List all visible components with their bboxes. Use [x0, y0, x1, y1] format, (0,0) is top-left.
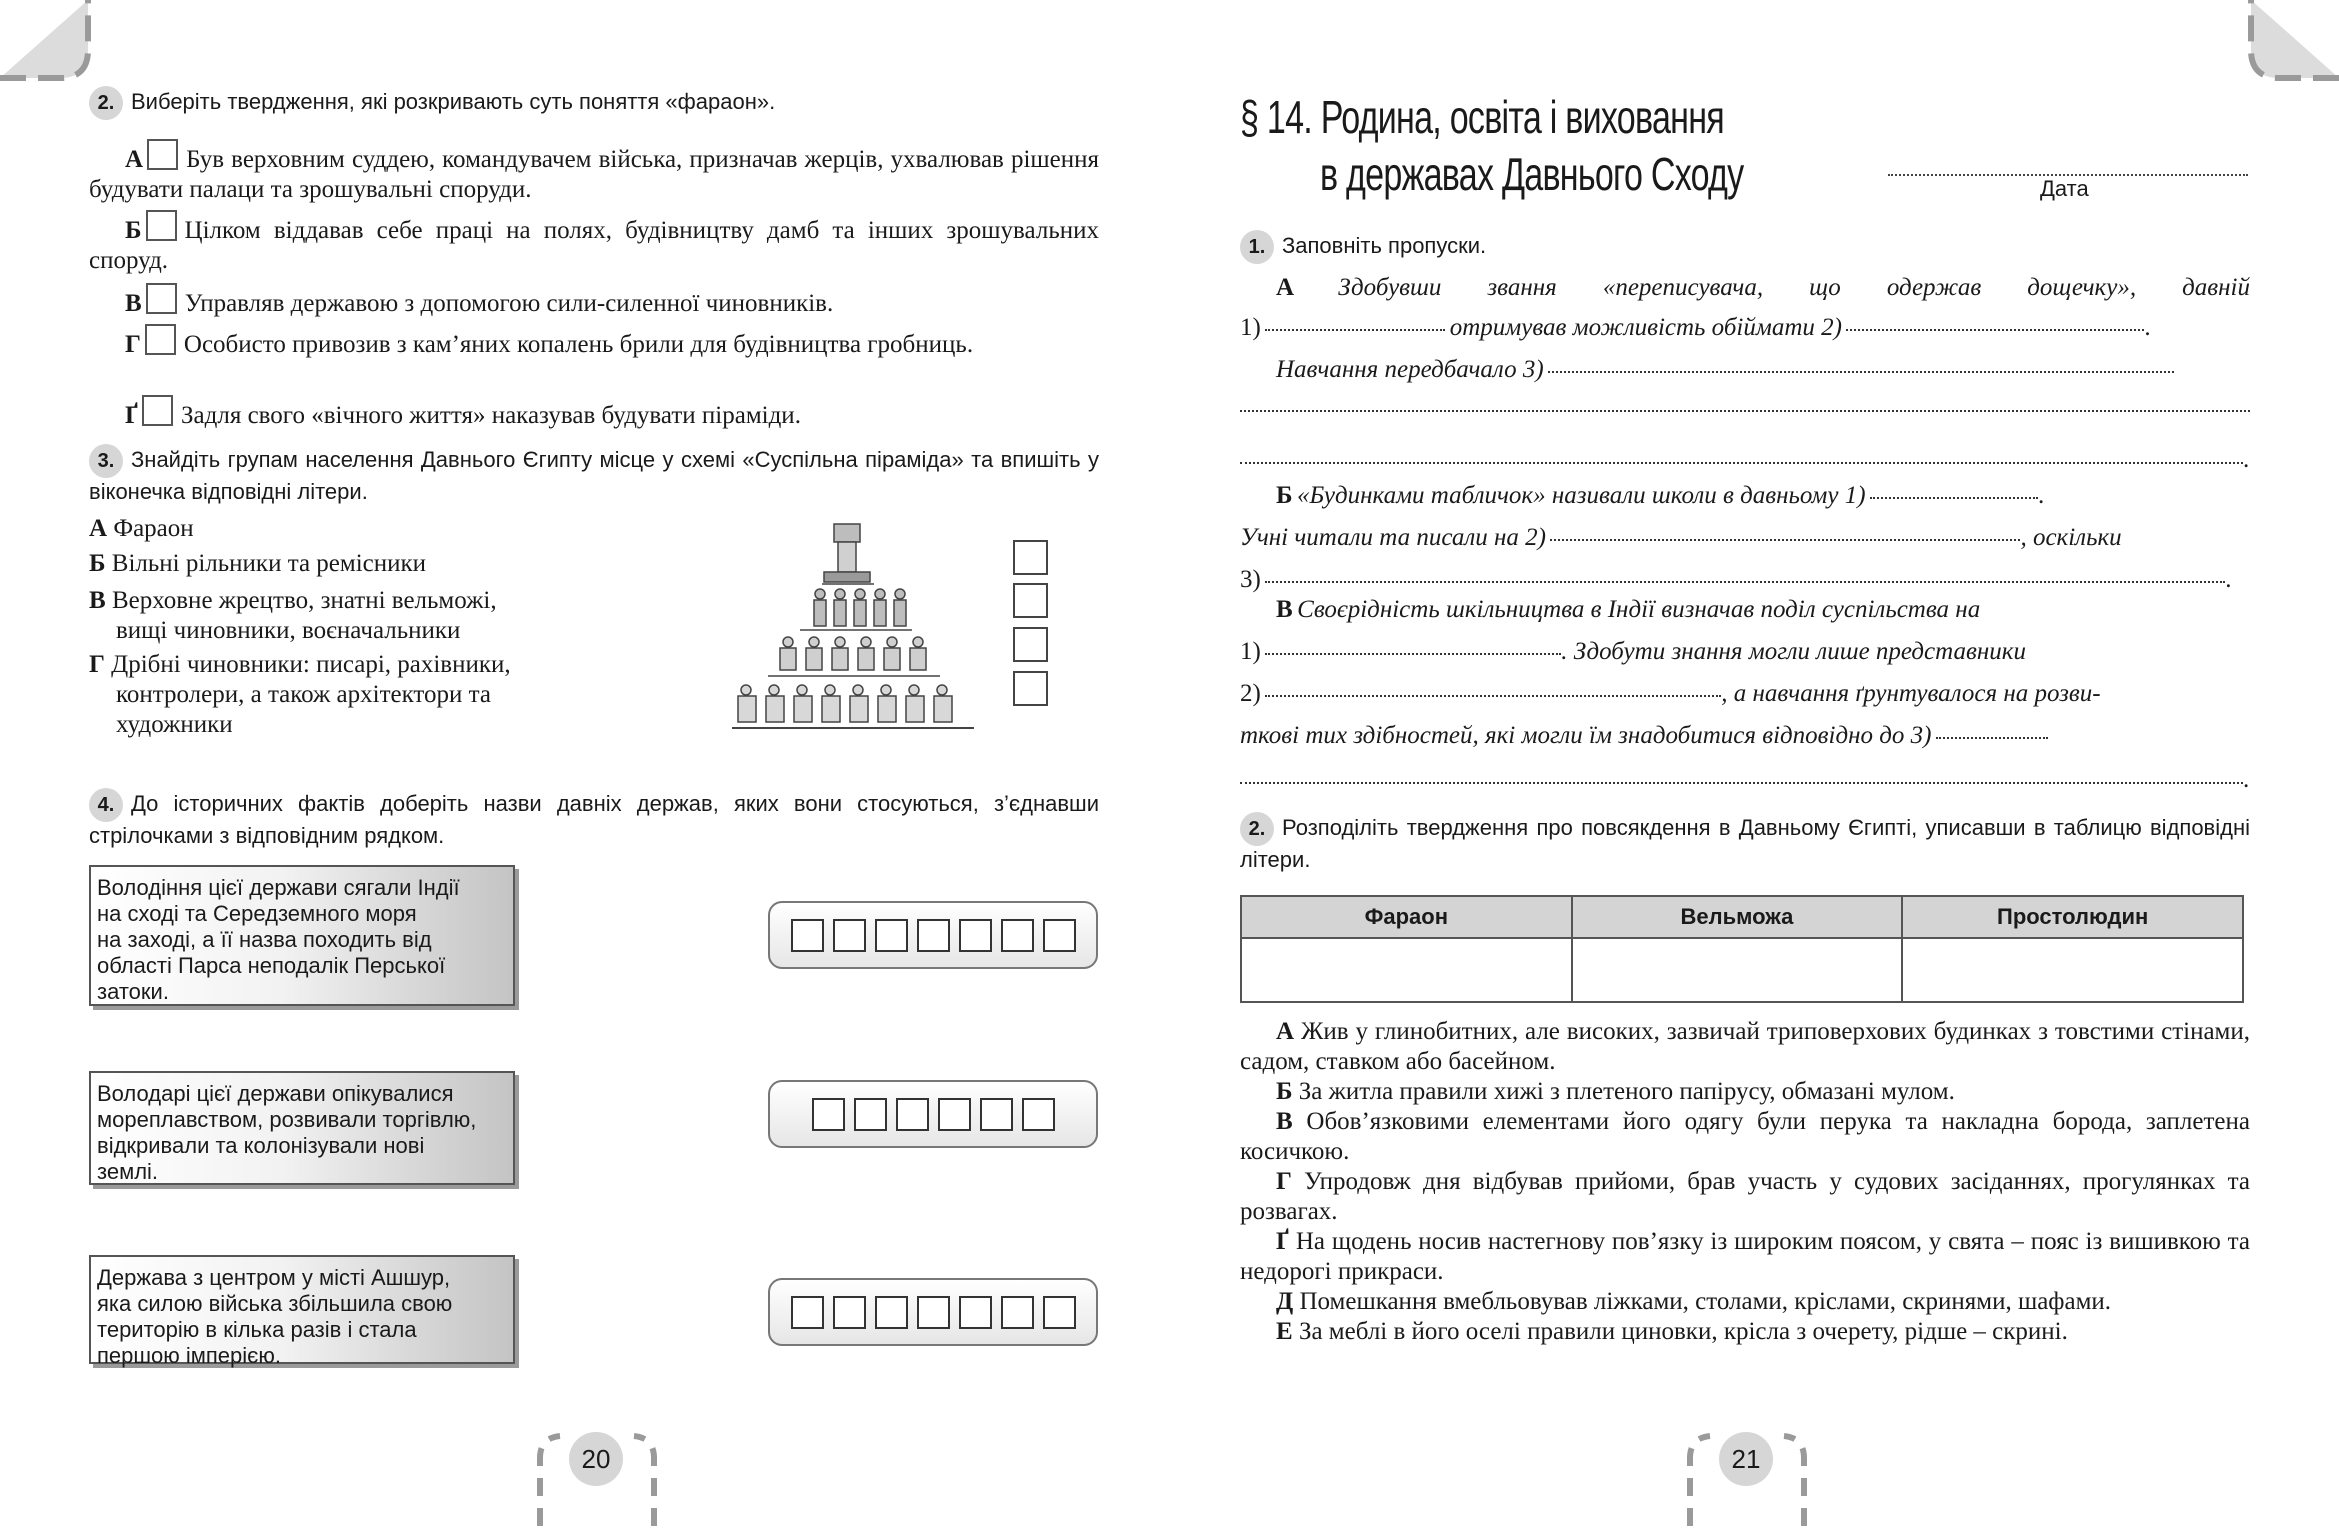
answer-cell-noble[interactable]	[1572, 938, 1903, 1002]
task2-option-v: В Управляв державою з допомогою сили-силенної чиновників.	[89, 283, 1099, 319]
blank-line[interactable]	[1240, 462, 2243, 464]
col-header-commoner: Простолюдин	[1902, 896, 2243, 938]
letter-box[interactable]	[917, 919, 950, 952]
social-pyramid-illustration	[728, 518, 978, 740]
task1-v-line2: 1) . Здобути знання могли лише представники	[1240, 638, 2026, 665]
blank-line[interactable]	[1240, 410, 2250, 412]
group-v: В Верховне жрецтво, знатні вельможі, вищі чиновники, воєначальники	[89, 587, 497, 644]
paragraph-heading-line1: § 14. Родина, освіта і виховання	[1240, 91, 1724, 143]
task1-v-line1: В Своєрідність шкільництва в Індії визначав поділ суспільства на	[1276, 596, 1981, 623]
group-g: Г Дрібні чиновники: писарі, рахівники, контролери, а також архітектори та художники	[89, 651, 511, 738]
task2-option-b: Б Цілком віддавав себе праці на полях, будівництву дамб та інших зрошувальних споруд.	[89, 210, 1099, 276]
letter-box[interactable]	[854, 1098, 887, 1131]
letter-box[interactable]	[938, 1098, 971, 1131]
letter-box[interactable]	[917, 1296, 950, 1329]
blank-field[interactable]	[1265, 580, 2225, 583]
task1-b-line3: 3) .	[1240, 566, 2232, 593]
fact-box-2: Володарі цієї держави опікувалися мореплавством, розвивали торгівлю, відкривали та колонізували нові землі.	[89, 1071, 515, 1185]
task1-a-line3: Навчання передбачало 3)	[1276, 356, 2250, 384]
task3-prompt: 3. Знайдіть групам населення Давнього Єгипту місце у схемі «Суспільна піраміда» та впишіть у віконечка відповідні літери.	[89, 444, 1099, 506]
fact-box-1: Володіння цієї держави сягали Індії на сході та Середземного моря на заході, а її назва походить від області Парса неподалік Перської затоки.	[89, 865, 515, 1006]
statements-list	[1240, 1017, 2250, 1347]
pyramid-answer-box-3[interactable]	[1013, 627, 1048, 662]
letter-box[interactable]	[791, 919, 824, 952]
corner-tab-top-left	[0, 0, 100, 90]
state-name-frame-2[interactable]	[768, 1080, 1098, 1148]
statement-g: Г Упродовж дня відбував прийоми, брав участь у судових засіданнях, прогулянках та розвагах.	[1240, 1168, 2251, 1225]
daily-life-table	[1240, 895, 2244, 1003]
statement-v: В Обов’язковими елементами його одягу були перука та накладна борода, заплетена косичкою.	[1240, 1108, 2250, 1165]
state-name-frame-3[interactable]	[768, 1278, 1098, 1346]
letter-box[interactable]	[959, 1296, 992, 1329]
task1-b-line1: Б «Будинками табличок» називали школи в давньому 1) .	[1276, 482, 2045, 509]
letter-box[interactable]	[833, 1296, 866, 1329]
option-letter: Ґ	[125, 402, 139, 429]
task2-prompt: 2. Виберіть твердження, які розкривають суть поняття «фараон».	[89, 86, 1099, 120]
letter-box[interactable]	[1001, 1296, 1034, 1329]
period: .	[2243, 766, 2250, 793]
statement-e: Е За меблі в його оселі правили циновки, крісла з очерету, рідше – скрині.	[1276, 1318, 2068, 1345]
blank-field[interactable]	[1265, 328, 1445, 331]
option-g-checkbox[interactable]	[145, 324, 176, 355]
option-b-checkbox[interactable]	[146, 210, 177, 241]
statement-b: Б За житла правили хижі з плетеного папірусу, обмазані мулом.	[1276, 1078, 1955, 1105]
task1-b-line2: Учні читали та писали на 2) , оскільки	[1240, 524, 2122, 551]
period: .	[2243, 446, 2250, 473]
task1-v-line3: 2) , а навчання ґрунтувалося на розви-	[1240, 680, 2101, 707]
task4-prompt: 4. До історичних фактів доберіть назви давніх держав, яких вони стосуються, з’єднавши стрілочками з відповідним рядком.	[89, 788, 1099, 850]
letter-box[interactable]	[833, 919, 866, 952]
date-field[interactable]	[1888, 160, 2248, 176]
option-a-checkbox[interactable]	[147, 139, 178, 170]
task2r-number-badge: 2.	[1240, 812, 1274, 846]
task2-option-g: Г Особисто привозив з кам’яних копалень брили для будівництва гробниць.	[89, 324, 1099, 360]
group-b: Б Вільні рільники та ремісники	[89, 550, 427, 577]
option-letter: Б	[125, 217, 142, 244]
option-letter: Г	[125, 331, 141, 358]
blank-field[interactable]	[1936, 736, 2048, 739]
blank-field[interactable]	[1265, 694, 1721, 697]
option-letter: А	[125, 146, 144, 173]
statement-d: Д Помешкання вмебльовував ліжками, столами, кріслами, скринями, шафами.	[1276, 1288, 2112, 1315]
option-v-checkbox[interactable]	[146, 283, 177, 314]
task2-number-badge: 2.	[89, 86, 123, 120]
blank-field[interactable]	[1550, 538, 2020, 541]
letter-box[interactable]	[896, 1098, 929, 1131]
task2r-prompt: 2. Розподіліть твердження про повсякдення в Давньому Єгипті, уписавши в таблицю відповідні літери.	[1240, 812, 2250, 874]
task1-a-line1: А Здобувши звання «переписувача, що одержав дощечку», давній	[1276, 274, 2250, 301]
blank-field[interactable]	[1265, 652, 1561, 655]
col-header-pharaoh: Фараон	[1241, 896, 1572, 938]
blank-field[interactable]	[1870, 496, 2038, 499]
statement-a: А Жив у глинобитних, але високих, зазвичай триповерхових будинках з товстими стінами, садом, ставком або басейном.	[1240, 1018, 2250, 1075]
letter-box[interactable]	[1022, 1098, 1055, 1131]
task4-number-badge: 4.	[89, 788, 123, 822]
letter-box[interactable]	[791, 1296, 824, 1329]
statement-gh: Ґ На щодень носив настегнову пов’язку із широким поясом, у свята – пояс із вишивкою та недорогі прикраси.	[1240, 1228, 2251, 1285]
group-a: А Фараон	[89, 515, 194, 542]
task3-number-badge: 3.	[89, 444, 123, 478]
answer-cell-pharaoh[interactable]	[1241, 938, 1572, 1002]
blank-field[interactable]	[1846, 328, 2144, 331]
letter-box[interactable]	[980, 1098, 1013, 1131]
letter-box[interactable]	[875, 919, 908, 952]
fact-box-3: Держава з центром у місті Ашшур, яка силою війська збільшила свою територію в кілька разів і стала першою імперією.	[89, 1255, 515, 1364]
task2-option-a: А Був верховним суддею, командувачем війська, призначав жерців, ухвалював рішення будувати палаци та зрошувальні споруди.	[89, 139, 1099, 205]
paragraph-heading-line2: в державах Давнього Сходу	[1320, 148, 1744, 200]
letter-box[interactable]	[1043, 1296, 1076, 1329]
task1-number-badge: 1.	[1240, 230, 1274, 264]
answer-cell-commoner[interactable]	[1902, 938, 2243, 1002]
pyramid-answer-box-1[interactable]	[1013, 540, 1048, 575]
col-header-noble: Вельможа	[1572, 896, 1903, 938]
task1-v-line4: ткові тих здібностей, які могли їм знадобитися відповідно до 3)	[1240, 722, 2250, 750]
task1-prompt: 1. Заповніть пропуски.	[1240, 230, 2250, 264]
blank-field[interactable]	[1548, 370, 2174, 373]
pyramid-answer-box-4[interactable]	[1013, 671, 1048, 706]
page-number-left: 20	[569, 1432, 623, 1486]
letter-box[interactable]	[1043, 919, 1076, 952]
letter-box[interactable]	[959, 919, 992, 952]
task1-a-line2: 1) отримував можливість обіймати 2) .	[1240, 314, 2151, 341]
page-number-right: 21	[1719, 1432, 1773, 1486]
option-gh-checkbox[interactable]	[142, 395, 173, 426]
letter-box[interactable]	[1001, 919, 1034, 952]
option-letter: В	[125, 290, 142, 317]
blank-line[interactable]	[1240, 782, 2243, 784]
task2-option-gh: Ґ Задля свого «вічного життя» наказував будувати піраміди.	[89, 395, 1099, 431]
date-label: Дата	[2040, 176, 2089, 201]
state-name-frame-1[interactable]	[768, 901, 1098, 969]
pyramid-answer-box-2[interactable]	[1013, 583, 1048, 618]
corner-tab-top-right	[2239, 0, 2339, 90]
letter-box[interactable]	[875, 1296, 908, 1329]
letter-box[interactable]	[812, 1098, 845, 1131]
